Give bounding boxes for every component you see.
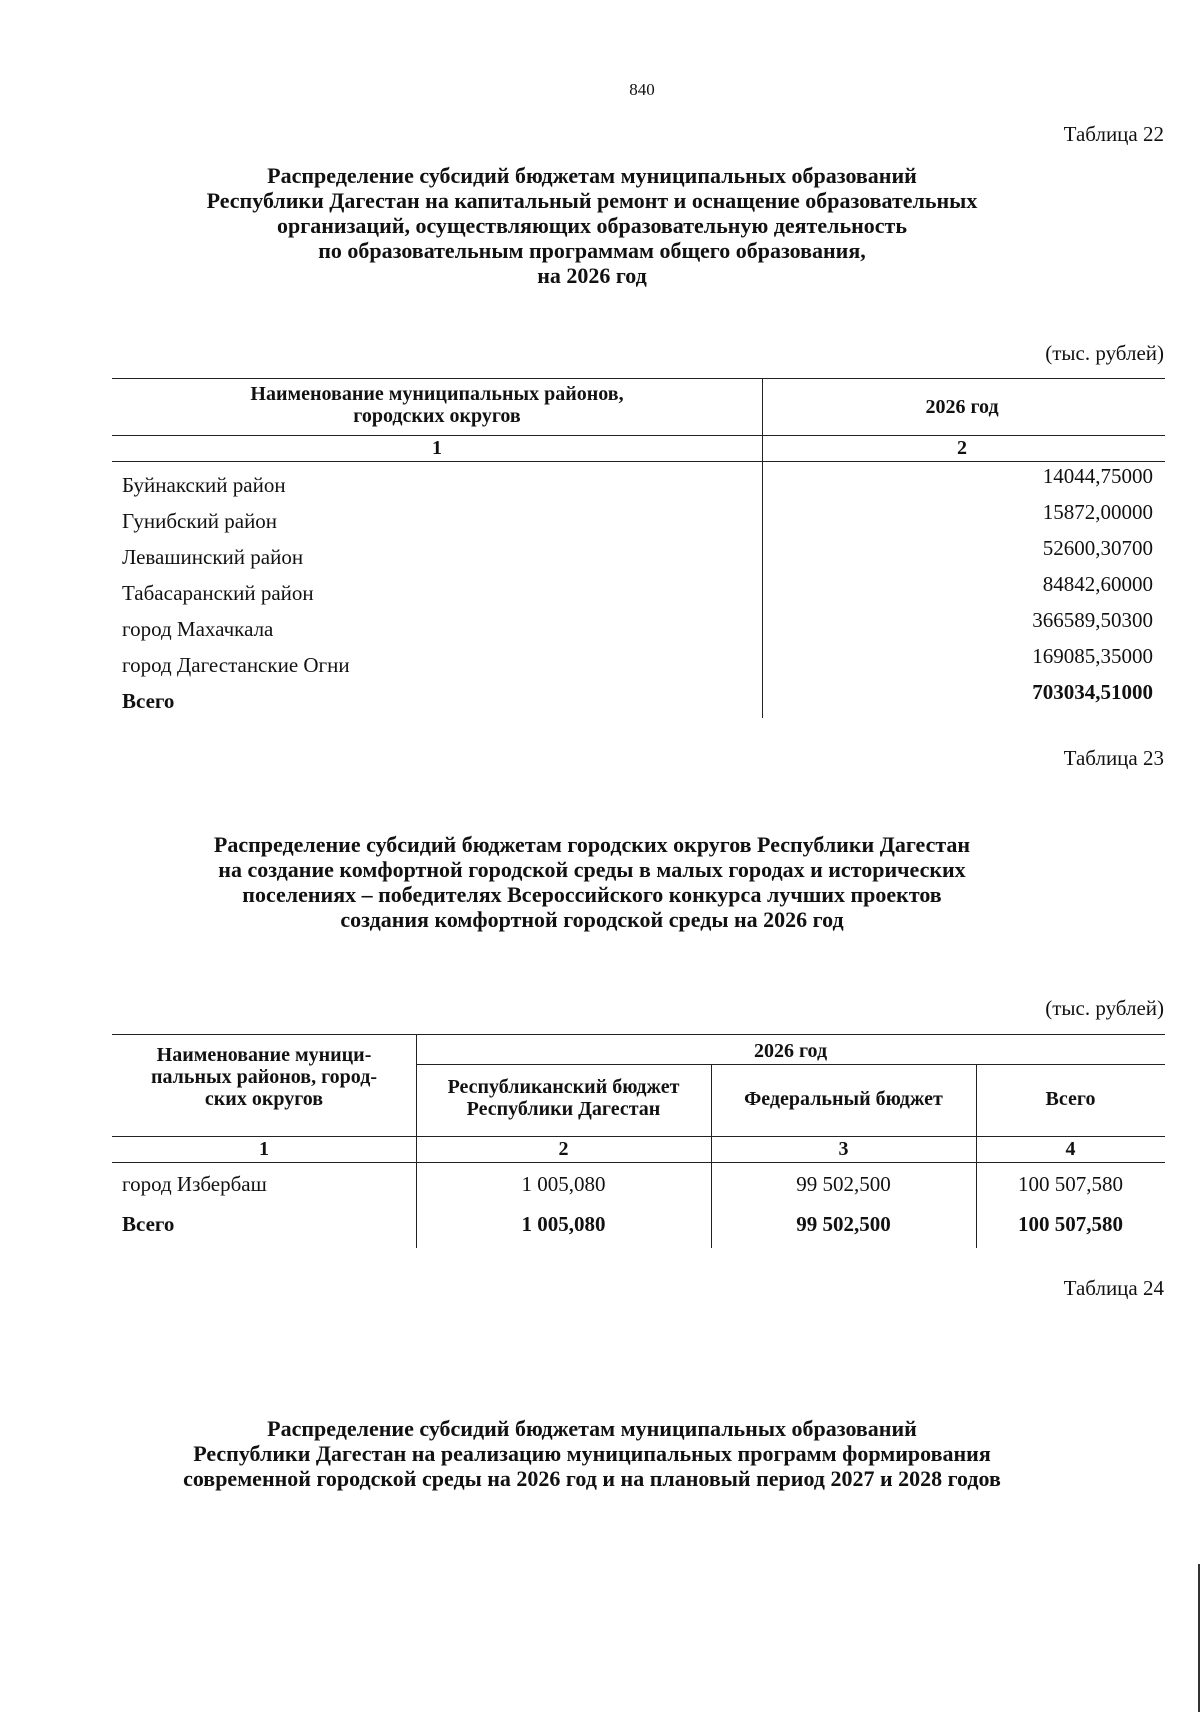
table-column-divider <box>762 378 763 718</box>
header-line: Наименование муници- <box>156 1044 372 1066</box>
table-number-divider <box>112 1162 1165 1163</box>
header-line: ских округов <box>204 1088 324 1110</box>
title-line: на 2026 год <box>537 263 647 288</box>
header-num-1: 1 <box>259 1138 269 1160</box>
header-num-2: 2 <box>558 1138 569 1160</box>
title-line: создания комфортной городской среды на 2026 год <box>340 907 844 932</box>
header-num-1: 1 <box>432 437 442 459</box>
year-subheader-divider <box>416 1064 1165 1065</box>
header-line: пальных районов, город- <box>150 1066 377 1088</box>
page-number: 840 <box>629 80 655 99</box>
title-line: на создание комфортной городской среды в малых городах и исторических <box>218 857 966 882</box>
table-23-label: Таблица 23 <box>1063 746 1164 770</box>
row-name: город Дагестанские Огни <box>122 653 350 677</box>
row-name: Буйнакский район <box>122 473 286 497</box>
header-line: Республиканский бюджет <box>447 1076 680 1098</box>
row-total: 100 507,580 <box>1018 1172 1123 1196</box>
header-year: 2026 год <box>753 1040 828 1062</box>
table-24-title <box>92 1416 1092 1491</box>
table-23-units: (тыс. рублей) <box>1045 996 1164 1020</box>
row-name: город Избербаш <box>122 1172 267 1196</box>
row-name: Левашинский район <box>122 545 304 569</box>
title-line: по образовательным программам общего образования, <box>318 238 866 263</box>
title-line: организаций, осуществляющих образовательную деятельность <box>277 213 907 238</box>
row-federal: 99 502,500 <box>796 1172 891 1196</box>
header-num-4: 4 <box>1065 1138 1076 1160</box>
row-republic: 1 005,080 <box>521 1172 606 1196</box>
row-value: 14044,75000 <box>1042 464 1153 488</box>
table-24-label: Таблица 24 <box>1063 1276 1164 1300</box>
header-line: Наименование муниципальных районов, <box>250 383 624 405</box>
total-republic: 1 005,080 <box>521 1212 606 1236</box>
row-value: 15872,00000 <box>1042 500 1153 524</box>
row-value: 366589,50300 <box>1032 608 1153 632</box>
table-border-top <box>112 1034 1165 1035</box>
total-total: 100 507,580 <box>1018 1212 1123 1236</box>
header-col-name <box>112 383 762 427</box>
header-num-3: 3 <box>838 1138 849 1160</box>
table-number-divider <box>112 461 1165 462</box>
header-federal-budget: Федеральный бюджет <box>744 1088 943 1110</box>
table-header-divider <box>112 435 1165 436</box>
table-border-top <box>112 378 1165 379</box>
table-22-label: Таблица 22 <box>1063 122 1164 146</box>
total-name: Всего <box>122 1212 175 1236</box>
row-name: город Махачкала <box>122 617 274 641</box>
row-name: Табасаранский район <box>122 581 314 605</box>
table-23-title <box>92 832 1092 932</box>
header-line: Республики Дагестан <box>466 1098 661 1120</box>
title-line: Распределение субсидий бюджетам городских округов Республики Дагестан <box>213 832 971 857</box>
title-line: Распределение субсидий бюджетам муниципальных образований <box>267 1416 917 1441</box>
row-name: Гунибский район <box>122 509 278 533</box>
total-name: Всего <box>122 689 175 713</box>
table-22-units: (тыс. рублей) <box>1045 341 1164 365</box>
title-line: Распределение субсидий бюджетам муниципальных образований <box>267 163 917 188</box>
header-republic-budget <box>416 1076 711 1120</box>
total-federal: 99 502,500 <box>796 1212 891 1236</box>
header-num-2: 2 <box>957 437 967 459</box>
row-value: 52600,30700 <box>1042 536 1153 560</box>
header-col-name <box>112 1044 416 1110</box>
row-value: 84842,60000 <box>1042 572 1153 596</box>
header-line: городских округов <box>353 405 521 427</box>
title-line: Республики Дагестан на реализацию муниципальных программ формирования <box>193 1441 991 1466</box>
table-header-divider <box>112 1136 1165 1137</box>
header-col-2026: 2026 год <box>925 396 999 418</box>
title-line: поселениях – победителях Всероссийского конкурса лучших проектов <box>242 882 942 907</box>
table-22-title <box>92 163 1092 288</box>
row-value: 169085,35000 <box>1032 644 1153 668</box>
title-line: Республики Дагестан на капитальный ремонт и оснащение образовательных <box>206 188 978 213</box>
header-total: Всего <box>1045 1088 1096 1110</box>
title-line: современной городской среды на 2026 год и на плановый период 2027 и 2028 годов <box>183 1466 1001 1491</box>
total-value: 703034,51000 <box>1032 680 1153 704</box>
